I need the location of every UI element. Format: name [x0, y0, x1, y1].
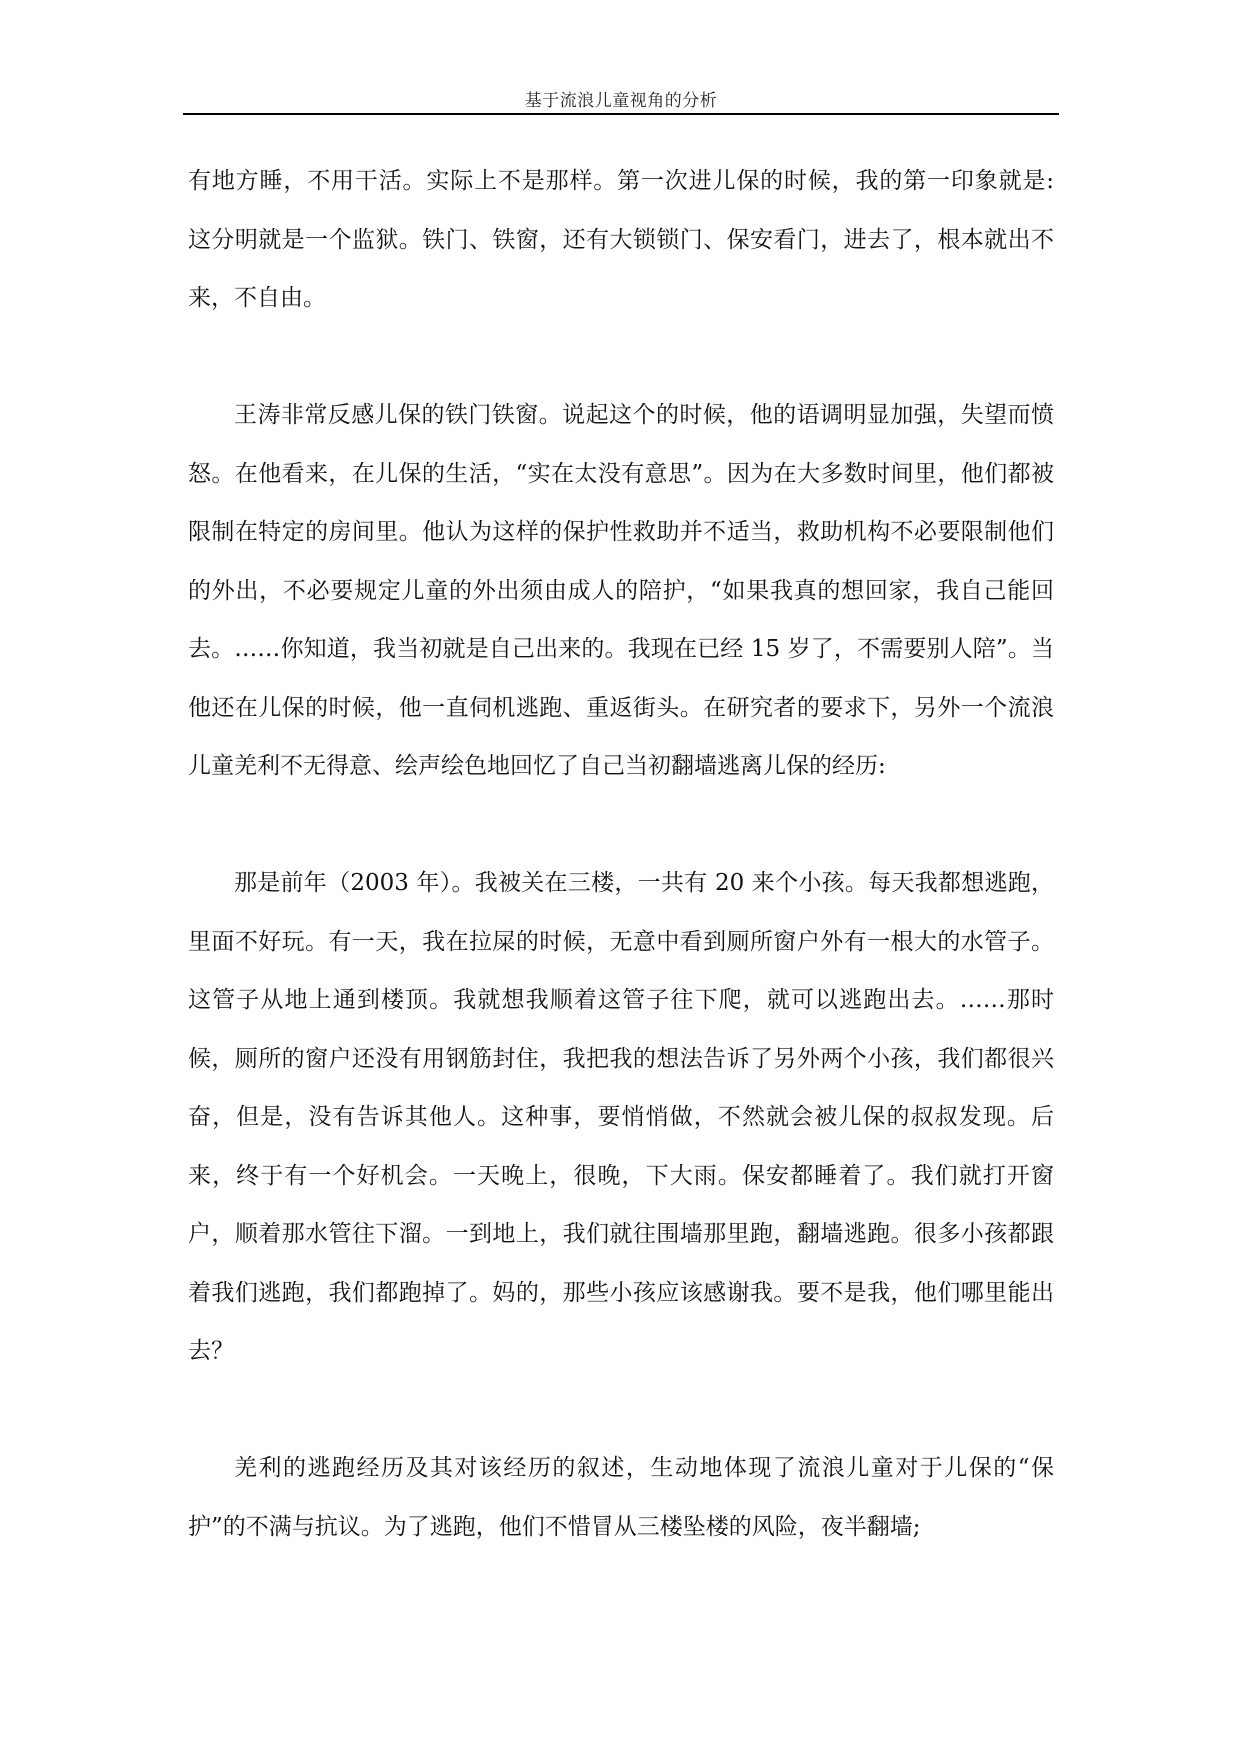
paragraph-gap [188, 328, 1054, 387]
paragraph-analysis: 羌利的逃跑经历及其对该经历的叙述，生动地体现了流浪儿童对于儿保的“保护”的不满与抗议。为了逃跑，他们不惜冒从三楼坠楼的风险，夜半翻墙; [188, 1455, 1054, 1540]
paragraph-wang-tao: 王涛非常反感儿保的铁门铁窗。说起这个的时候，他的语调明显加强，失望而愤怒。在他看来，在儿保的生活，“实在太没有意思”。因为在大多数时间里，他们都被限制在特定的房间里。他认为这样的保护性救助并不适当，救助机构不必要限制他们的外出，不必要规定儿童的外出须由成人的陪护，“如果我真的想回家，我自己能回去。……你知道，我当初就是自己出来的。我现在已经 15 岁了，不需要别人陪”。当他还在儿保的时候，他一直伺机逃跑、重返街头。在研究者的要求下，另外一个流浪儿童羌利不无得意、绘声绘色地回忆了自己当初翻墙逃离儿保的经历: [188, 402, 1054, 779]
body-text [188, 152, 1054, 1556]
paragraph-gap [188, 796, 1054, 855]
header-rule [183, 113, 1059, 115]
paragraph-continuation: 有地方睡，不用干活。实际上不是那样。第一次进儿保的时候，我的第一印象就是: 这分明就是一个监狱。铁门、铁窗，还有大锁锁门、保安看门，进去了，根本就出不来，不自由。 [188, 168, 1054, 311]
running-header: 基于流浪儿童视角的分析 [524, 91, 718, 111]
paragraph-gap [188, 1381, 1054, 1440]
paragraph-quote-escape: 那是前年（2003 年）。我被关在三楼，一共有 20 来个小孩。每天我都想逃跑，里面不好玩。有一天，我在拉屎的时候，无意中看到厕所窗户外有一根大的水管子。这管子从地上通到楼顶。我就想我顺着这管子往下爬，就可以逃跑出去。……那时候，厕所的窗户还没有用钢筋封住，我把我的想法告诉了另外两个小孩，我们都很兴奋，但是，没有告诉其他人。这种事，要悄悄做，不然就会被儿保的叔叔发现。后来，终于有一个好机会。一天晚上，很晚，下大雨。保安都睡着了。我们就打开窗户，顺着那水管往下溜。一到地上，我们就往围墙那里跑，翻墙逃跑。很多小孩都跟着我们逃跑，我们都跑掉了。妈的，那些小孩应该感谢我。要不是我，他们哪里能出去？ [188, 870, 1054, 1364]
